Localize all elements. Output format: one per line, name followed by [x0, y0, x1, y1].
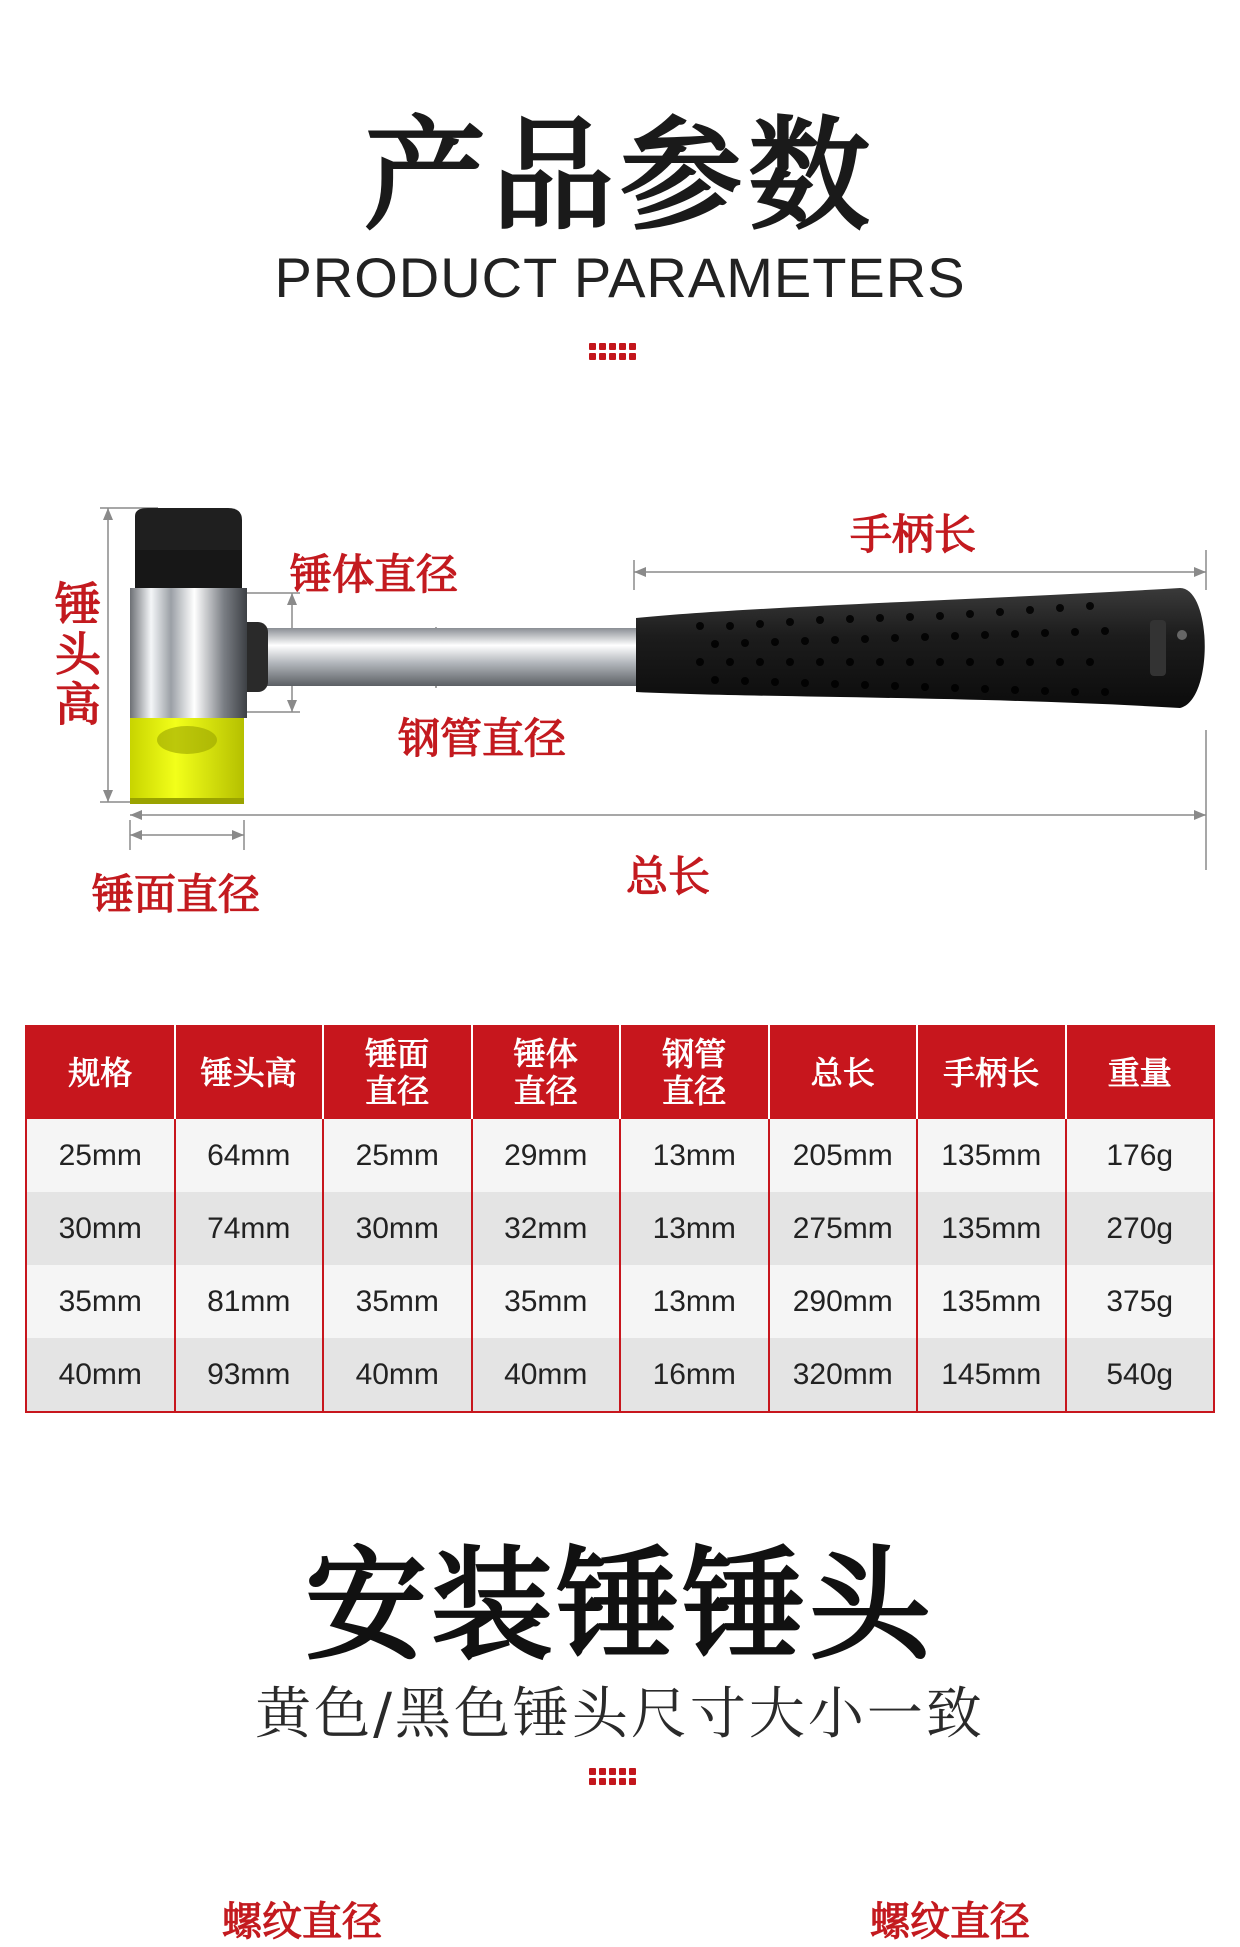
col-header: 钢管 直径	[620, 1026, 769, 1119]
table-cell: 135mm	[917, 1192, 1066, 1265]
table-cell: 135mm	[917, 1265, 1066, 1338]
table-cell: 30mm	[26, 1192, 175, 1265]
table-row	[26, 1192, 1214, 1265]
table-cell: 205mm	[769, 1119, 918, 1192]
table-cell: 64mm	[175, 1119, 324, 1192]
table-cell: 32mm	[472, 1192, 621, 1265]
table-cell: 540g	[1066, 1338, 1215, 1412]
table-cell: 135mm	[917, 1119, 1066, 1192]
table-cell: 270g	[1066, 1192, 1215, 1265]
table-cell: 35mm	[26, 1265, 175, 1338]
section-title: 安装锤锤头	[305, 1535, 935, 1677]
table-cell: 40mm	[472, 1338, 621, 1412]
label-total-length: 总长	[626, 852, 711, 901]
table-cell: 275mm	[769, 1192, 918, 1265]
table-cell: 35mm	[472, 1265, 621, 1338]
table-cell: 375g	[1066, 1265, 1215, 1338]
label-thread-diameter-left: 螺纹直径	[222, 1899, 382, 1945]
table-cell: 16mm	[620, 1338, 769, 1412]
table-cell: 13mm	[620, 1119, 769, 1192]
spec-table	[25, 1025, 1215, 1413]
col-header: 重量	[1066, 1026, 1215, 1119]
label-tube-diameter: 钢管直径	[398, 714, 567, 763]
table-cell: 30mm	[323, 1192, 472, 1265]
table-cell: 13mm	[620, 1265, 769, 1338]
table-cell: 13mm	[620, 1192, 769, 1265]
hammer-diagram	[0, 430, 1240, 950]
label-thread-diameter-right: 螺纹直径	[870, 1899, 1030, 1945]
page-subtitle-en: PRODUCT PARAMETERS	[274, 246, 966, 309]
table-row	[26, 1119, 1214, 1192]
table-cell: 40mm	[323, 1338, 472, 1412]
label-head-height: 锤头高	[48, 580, 102, 730]
col-header: 总长	[769, 1026, 918, 1119]
table-cell: 25mm	[323, 1119, 472, 1192]
table-cell: 29mm	[472, 1119, 621, 1192]
col-header: 锤体 直径	[472, 1026, 621, 1119]
section-subtitle: 黄色/黑色锤头尺寸大小一致	[255, 1682, 985, 1747]
table-cell: 93mm	[175, 1338, 324, 1412]
col-header: 锤头高	[175, 1026, 324, 1119]
table-cell: 290mm	[769, 1265, 918, 1338]
decorative-dots-icon	[589, 343, 636, 360]
table-row	[26, 1265, 1214, 1338]
table-row	[26, 1338, 1214, 1412]
decorative-dots-icon	[589, 1768, 636, 1785]
col-header: 规格	[26, 1026, 175, 1119]
table-cell: 176g	[1066, 1119, 1215, 1192]
label-handle-length: 手柄长	[850, 510, 977, 559]
table-header-row	[26, 1026, 1214, 1119]
col-header: 锤面 直径	[323, 1026, 472, 1119]
col-header: 手柄长	[917, 1026, 1066, 1119]
table-cell: 40mm	[26, 1338, 175, 1412]
table-cell: 35mm	[323, 1265, 472, 1338]
table-cell: 25mm	[26, 1119, 175, 1192]
table-cell: 74mm	[175, 1192, 324, 1265]
table-cell: 145mm	[917, 1338, 1066, 1412]
label-face-diameter: 锤面直径	[92, 870, 261, 919]
table-cell: 81mm	[175, 1265, 324, 1338]
table-cell: 320mm	[769, 1338, 918, 1412]
page-title: 产品参数	[364, 105, 876, 247]
label-body-diameter: 锤体直径	[290, 550, 459, 599]
